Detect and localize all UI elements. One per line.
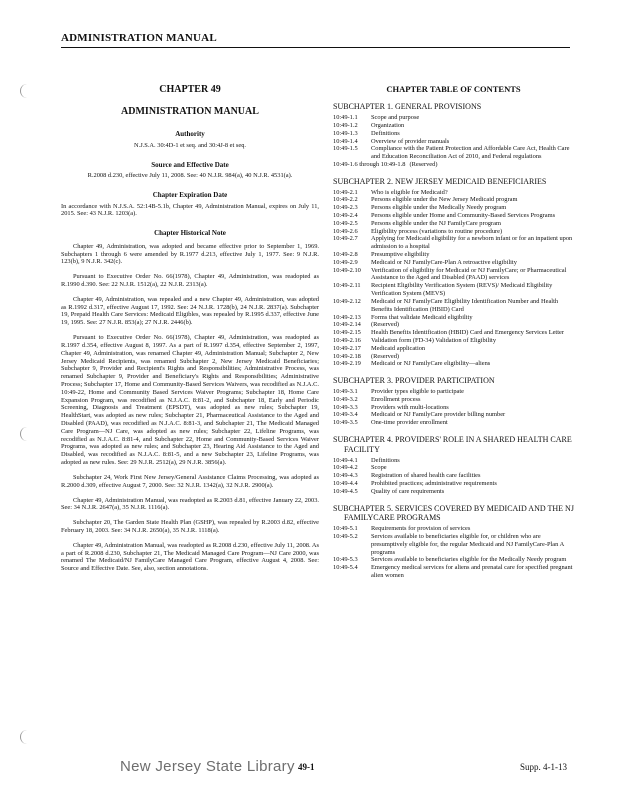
margin-punch-mark (20, 84, 35, 98)
section-title: Medicaid or NJ FamilyCare-Plan A retroactive eligibility (371, 258, 517, 266)
toc-entry (333, 314, 574, 322)
source-heading: Source and Effective Date (151, 160, 229, 169)
toc-entry (333, 345, 574, 353)
subchapter-group (333, 435, 574, 496)
section-title: Scope and purpose (371, 114, 420, 122)
section-number: 10:49-3.3 (333, 403, 358, 411)
toc-entry (333, 329, 574, 337)
toc-entry (333, 472, 574, 480)
section-number: 10:49-1.4 (333, 137, 358, 145)
toc-entry (333, 337, 574, 345)
section-title: Quality of care requirements (371, 487, 445, 495)
history-paragraph: Chapter 49, Administration, was adopted and became effective prior to September 1, 1969. Subchapters 1 through 6 were amended by R.1977 d.213, effective July 1, 1977. See: 9 N.J.R. 123(b), 9 N.J.R. 342(c). (61, 242, 319, 266)
section-number: 10:49-2.7 (333, 235, 358, 243)
source-text: R.2008 d.230, effective July 11, 2008. See: 40 N.J.R. 984(a), 40 N.J.R. 4531(a). (87, 172, 293, 180)
toc-entry (333, 267, 574, 283)
running-header: ADMINISTRATION MANUAL (61, 32, 217, 44)
subchapter-heading: SUBCHAPTER 5. SERVICES COVERED BY MEDICAID AND THE NJ FAMILYCARE PROGRAMS (333, 503, 574, 523)
toc-entry (333, 122, 574, 130)
toc-entry (333, 525, 574, 533)
section-number: 10:49-2.12 (333, 297, 361, 305)
section-title: Forms that validate Medicaid eligibility (371, 313, 473, 321)
section-title: Scope (371, 464, 387, 472)
section-number: 10:49-4.5 (333, 487, 358, 495)
section-number: 10:49-1.6 through 10:49-1.8 (333, 160, 406, 168)
toc-entry (333, 282, 574, 298)
section-number: 10:49-1.3 (333, 129, 358, 137)
toc-entry (333, 353, 574, 361)
toc-entry (333, 533, 574, 556)
toc-entry (333, 556, 574, 564)
section-title: Persons eligible under the Medically Needy program (371, 204, 507, 212)
section-title: Compliance with the Patient Protection and Affordable Care Act, Health Care and Education Reconciliation Act of 2010, and Federal regulations (371, 145, 570, 161)
section-title: Emergency medical services for aliens and prenatal care for specified pregnant alien women (371, 564, 573, 579)
toc-entry (333, 360, 574, 368)
authority-text: N.J.S.A. 30:4D-1 et seq. and 30:4J-8 et seq. (133, 141, 246, 149)
section-title: Medicaid or NJ FamilyCare Eligibility Identification Number and Health Benefits Identification (HBID) Card (371, 297, 559, 313)
toc-entry (333, 480, 574, 488)
supplement-date: Supp. 4-1-13 (520, 762, 567, 772)
section-number: 10:49-1.5 (333, 145, 358, 153)
section-title: Requirements for provision of services (371, 525, 471, 533)
section-title: Medicaid application (371, 344, 426, 352)
section-title: Validation form (FD-34) Validation of Eligibility (371, 336, 497, 344)
section-number: 10:49-2.8 (333, 251, 358, 259)
section-number: 10:49-4.2 (333, 464, 358, 472)
toc-entry (333, 235, 574, 251)
section-title: Medicaid or NJ FamilyCare provider billing number (371, 411, 506, 419)
subchapter-heading: SUBCHAPTER 3. PROVIDER PARTICIPATION (333, 376, 495, 386)
section-title: Persons eligible under the NJ FamilyCare program (371, 219, 501, 227)
subchapter-heading: SUBCHAPTER 1. GENERAL PROVISIONS (333, 102, 482, 112)
section-title: Persons eligible under the New Jersey Medicaid program (371, 196, 518, 204)
toc-entry (333, 204, 574, 212)
section-number: 10:49-2.18 (333, 352, 361, 360)
section-number: 10:49-2.17 (333, 344, 361, 352)
toc-entry (333, 130, 574, 138)
toc-title: CHAPTER TABLE OF CONTENTS (386, 84, 521, 94)
section-number: 10:49-3.4 (333, 411, 358, 419)
section-number: 10:49-3.2 (333, 395, 358, 403)
toc-entry (333, 464, 574, 472)
section-number: 10:49-4.4 (333, 479, 358, 487)
section-number: 10:49-2.19 (333, 360, 361, 368)
section-title: Verification of eligibility for Medicaid or NJ FamilyCare; or Pharmaceutical Assistance to the Aged and Disabled (PAAD) services (371, 266, 567, 282)
section-number: 10:49-5.3 (333, 556, 358, 564)
section-title: Presumptive eligibility (371, 251, 430, 259)
section-number: 10:49-2.5 (333, 219, 358, 227)
subchapter-group (333, 102, 574, 168)
section-number: 10:49-5.1 (333, 525, 358, 533)
section-number: 10:49-2.9 (333, 258, 358, 266)
section-number: 10:49-2.13 (333, 313, 361, 321)
history-paragraph: Chapter 49, Administration Manual, was readopted as R.2008 d.230, effective July 11, 2008. As a part of R.2008 d.230, Subchapter 21, The Medicaid Managed Care Program—NJ Care 2000, was renamed The Medicaid/NJ FamilyCare Managed Care Program, effective August 4, 2008. See: Source and Effective Date. See, also, section annotations. (61, 541, 319, 573)
history-heading: Chapter Historical Note (154, 229, 226, 238)
section-title: One-time provider enrollment (371, 419, 448, 427)
toc-entry (333, 457, 574, 465)
section-number: 10:49-1.1 (333, 114, 358, 122)
toc-entry (333, 259, 574, 267)
subchapter-heading: SUBCHAPTER 4. PROVIDERS' ROLE IN A SHARED HEALTH CARE FACILITY (333, 435, 572, 454)
expiration-heading: Chapter Expiration Date (152, 191, 228, 200)
header-rule (61, 47, 570, 48)
section-number: 10:49-3.1 (333, 387, 358, 395)
toc-entry (333, 114, 574, 122)
subchapter-group (333, 504, 574, 580)
section-title: Health Benefits Identification (HBID) Card and Emergency Services Letter (371, 329, 564, 337)
toc-entry (333, 298, 574, 314)
history-paragraph: Pursuant to Executive Order No. 66(1978), Chapter 49, Administration, was readopted as R.1990 d.390. See: 22 N.J.R. 1512(a), 22 N.J.R. 2313(a). (61, 273, 319, 288)
library-watermark: New Jersey State Library (120, 758, 295, 775)
subchapter-group (333, 177, 574, 368)
section-number: 10:49-2.10 (333, 266, 361, 274)
toc-entry (333, 189, 574, 197)
section-number: 10:49-2.4 (333, 211, 358, 219)
toc-entry (333, 196, 574, 204)
left-column (61, 84, 319, 580)
section-title: Services available to beneficiaries eligible for the Medically Needy program (371, 556, 567, 564)
toc-entry (333, 212, 574, 220)
section-number: 10:49-5.2 (333, 532, 358, 540)
section-title: Eligibility process (variations to routine procedure) (371, 227, 503, 235)
section-title: Enrollment process (371, 395, 421, 403)
history-paragraph: Pursuant to Executive Order No. 66(1978), Chapter 49, Administration, was readopted as R.1997 d.354, effective August 8, 1997. As a part of R.1997 d.354, effective September 2, 1997, Chapter 49, Administration, was renamed Chapter 49, Administration Manual; Subchapter 2, New Jersey Medicaid Recipients, was renamed Subchapter 2, New Jersey Medicaid Beneficiaries; Subchapter 9, Provider and Recipient's Rights and Responsibilities; Administrative Process, was renamed Subchapter 9, Provider and Beneficiary's Rights and Responsibilities; Administrative Process; Subchapter 17, Home and Community-Based Services Waivers, was recodified as N.J.A.C. 10:49-22, Home and Community Based Services Waiver Programs; Subchapter 18, Home Care Expansion Program, was recodified as N.J.A.C. 8:81-2, and Subchapter 18, Early and Periodic Screening, Diagnosis and Treatment (EPSDT), was adopted as new rules; Subchapter 19, HealthStart, was adopted as new rules; Subchapter 21, Pharmaceutical Assistance to the Aged and Disabled (PAAD), was recodified as N.J.A.C. 8:81-3, and Subchapter 21, The Medicaid Managed Care Program—NJ Care, was adopted as new rules; Subchapter 22, Lifeline Programs, was recodified as N.J.A.C. 8:81-4, and Subchapter 22, Home and Community-Based Services Waiver Programs, was adopted as new rules; and Subchapter 23, Hearing Aid Assistance to the Aged and Disabled, was recodified as N.J.A.C. 8:81-5, and a new Subchapter 23, Lifeline Programs, was adopted as new rules. See: 29 N.J.R. 2512(a), 29 N.J.R. 3856(a). (61, 334, 319, 467)
section-number: 10:49-2.1 (333, 188, 358, 196)
history-paragraph: Subchapter 20, The Garden State Health Plan (GSHP), was repealed by R.2003 d.82, effective February 18, 2003. See: 34 N.J.R. 2650(a), 35 N.J.R. 1118(a). (61, 519, 319, 534)
section-number: 10:49-2.6 (333, 227, 358, 235)
section-number: 10:49-3.5 (333, 419, 358, 427)
subchapter-group (333, 376, 574, 427)
section-title: Providers with multi-locations (371, 403, 449, 411)
subchapter-heading: SUBCHAPTER 2. NEW JERSEY MEDICAID BENEFICIARIES (333, 176, 547, 186)
section-title: (Reserved) (371, 321, 400, 329)
toc-entry (333, 161, 574, 169)
section-title: Registration of shared health care facilities (371, 472, 481, 480)
section-title: Prohibited practices; administrative requirements (371, 479, 497, 487)
section-number: 10:49-4.3 (333, 472, 358, 480)
toc-entry (333, 404, 574, 412)
section-title: (Reserved) (371, 352, 400, 360)
toc-entry (333, 411, 574, 419)
expiration-text: In accordance with N.J.S.A. 52:14B-5.1b, Chapter 49, Administration Manual, expires on July 11, 2015. See: 43 N.J.R. 1203(a). (61, 202, 319, 218)
section-number: 10:49-2.16 (333, 336, 361, 344)
section-title: Medicaid or NJ FamilyCare eligibility—aliens (371, 360, 491, 368)
section-title: Overview of provider manuals (371, 137, 450, 145)
section-number: 10:49-1.2 (333, 121, 358, 129)
section-title: (Reserved) (409, 160, 438, 168)
authority-heading: Authority (175, 130, 205, 139)
toc-entry (333, 220, 574, 228)
chapter-subtitle: ADMINISTRATION MANUAL (121, 106, 259, 118)
toc-entry (333, 396, 574, 404)
section-title: Definitions (371, 129, 400, 137)
toc-entry (333, 564, 574, 580)
margin-punch-mark (20, 730, 35, 744)
section-title: Recipient Eligibility Verification System (REVS)/ Medicaid Eligibility Verification System (MEVS) (371, 282, 553, 298)
toc-entry (333, 138, 574, 146)
toc-entry (333, 388, 574, 396)
section-number: 10:49-4.1 (333, 456, 358, 464)
toc-entry (333, 145, 574, 161)
section-title: Applying for Medicaid eligibility for a newborn infant or for an inpatient upon admission to a hospital (371, 235, 573, 251)
history-paragraph: Chapter 49, Administration Manual, was readopted as R.2003 d.81, effective January 22, 2003. See: 34 N.J.R. 2647(a), 35 N.J.R. 1116(a). (61, 496, 319, 512)
history-paragraph: Subchapter 24, Work First New Jersey/General Assistance Claims Processing, was adopted as R.2000 d.309, effective August 7, 2000. See: 32 N.J.R. 1342(a), 32 N.J.R. 2900(a). (61, 473, 319, 489)
section-title: Services available to beneficiaries eligible for, or children who are presumptively eligible for, the regular Medicaid and NJ FamilyCare-Plan A programs (371, 532, 564, 556)
chapter-title: CHAPTER 49 (159, 84, 221, 95)
right-column (333, 84, 574, 588)
section-number: 10:49-2.14 (333, 321, 361, 329)
section-number: 10:49-2.2 (333, 196, 358, 204)
section-title: Definitions (371, 456, 400, 464)
section-number: 10:49-2.11 (333, 282, 361, 290)
section-number: 10:49-5.4 (333, 564, 358, 572)
history-paragraph: Chapter 49, Administration, was repealed and a new Chapter 49, Administration, was adopted as R.1992 d.317, effective August 17, 1992. See: 24 N.J.R. 1728(b), 24 N.J.R. 2837(a). Subchapter 19, Prepaid Health Care Services: Medicaid Eligibles, was repealed by R.1995 d.337, effective June 19, 1995. See: 27 N.J.R. 853(a); 27 N.J.R. 2446(b). (61, 295, 319, 327)
section-number: 10:49-2.15 (333, 329, 361, 337)
table-of-contents (333, 102, 574, 579)
section-title: Persons eligible under Home and Community-Based Services Programs (371, 211, 556, 219)
toc-entry (333, 251, 574, 259)
page-number: 49-1 (298, 762, 315, 772)
margin-punch-mark (20, 427, 35, 441)
toc-entry (333, 321, 574, 329)
toc-entry (333, 228, 574, 236)
toc-entry (333, 419, 574, 427)
section-number: 10:49-2.3 (333, 204, 358, 212)
section-title: Provider types eligible to participate (371, 387, 464, 395)
section-title: Organization (371, 121, 405, 129)
section-title: Who is eligible for Medicaid? (371, 188, 448, 196)
toc-entry (333, 488, 574, 496)
